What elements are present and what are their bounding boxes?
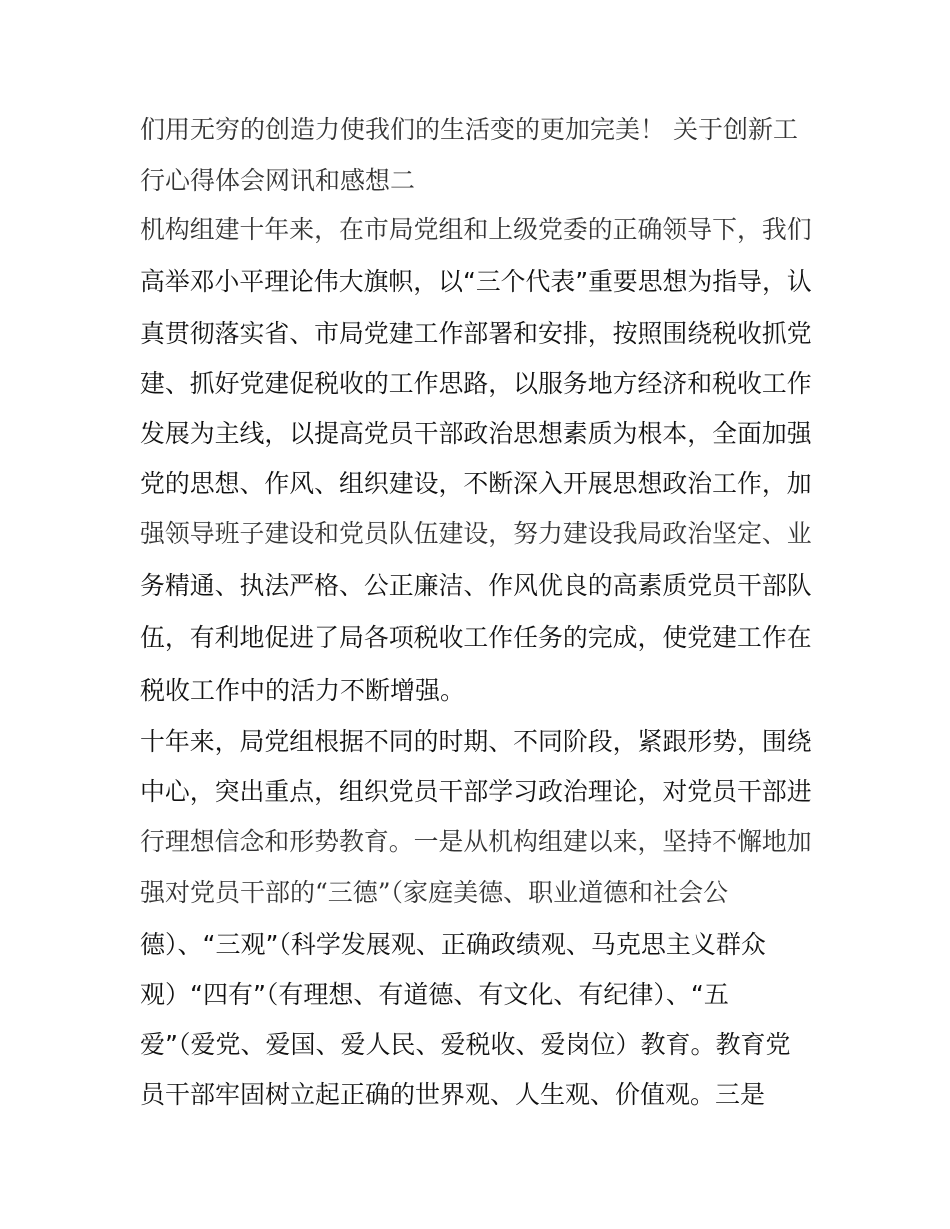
text-line: 德）、“三观”（科学发展观、正确政绩观、马克思主义群众 [140,930,766,959]
text-line: 们用无穷的创造力使我们的生活变的更加完美！ 关于创新工 [140,115,798,144]
text-line: 强对党员干部的“三德”（家庭美德、职业道德和社会公 [140,878,729,907]
text-line: 强领导班子建设和党员队伍建设，努力建设我局政治坚定、业 [140,519,812,548]
text-line: 中心，突出重点，组织党员干部学习政治理论，对党员干部进 [140,777,812,806]
text-line: 行理想信念和形势教育。一是从机构组建以来，坚持不懈地加 [140,827,812,856]
text-line: 伍，有利地促进了局各项税收工作任务的完成，使党建工作在 [140,623,812,652]
text-line: 发展为主线，以提高党员干部政治思想素质为根本，全面加强 [140,419,812,448]
text-line: 党的思想、作风、组织建设，不断深入开展思想政治工作，加 [140,469,812,498]
text-line: 建、抓好党建促税收的工作思路，以服务地方经济和税收工作 [140,369,812,398]
text-line: 高举邓小平理论伟大旗帜，以“三个代表”重要思想为指导，认 [140,267,812,296]
text-line: 真贯彻落实省、市局党建工作部署和安排，按照围绕税收抓党 [140,319,812,348]
text-line: 员干部牢固树立起正确的世界观、人生观、价值观。三是 [140,1080,766,1109]
text-line: 务精通、执法严格、公正廉洁、作风优良的高素质党员干部队 [140,571,812,600]
text-line: 观）“四有”（有理想、有道德、有文化、有纪律）、“五 [140,980,729,1009]
text-line: 行心得体会网讯和感想二 [140,166,416,195]
text-line: 税收工作中的活力不断增强。 [140,676,466,705]
text-line: 机构组建十年来，在市局党组和上级党委的正确领导下，我们 [140,215,812,244]
text-line: 十年来，局党组根据不同的时期、不同阶段，紧跟形势，围绕 [140,727,812,756]
text-line: 爱”（爱党、爱国、爱人民、爱税收、爱岗位）教育。教育党 [140,1030,791,1059]
